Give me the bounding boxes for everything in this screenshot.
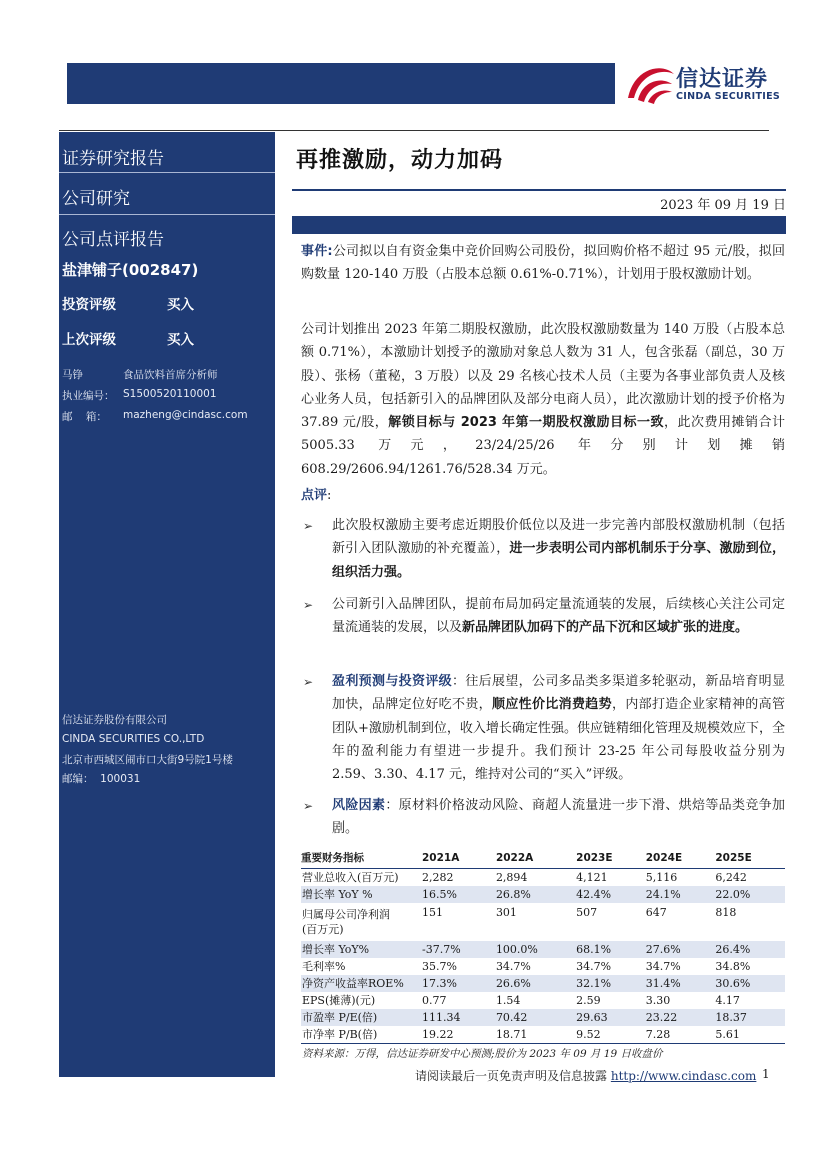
table-cell: 增长率 YoY% bbox=[301, 941, 422, 958]
table-cell: 26.4% bbox=[715, 941, 785, 958]
table-row bbox=[301, 1026, 785, 1044]
table-row bbox=[301, 869, 785, 887]
table-cell: 2,282 bbox=[422, 871, 454, 884]
cinda-logo-icon bbox=[624, 60, 676, 106]
table-row bbox=[301, 958, 785, 975]
row-label-line2: (百万元) bbox=[302, 923, 344, 936]
incentive-text-b: ，此次费用摊销合计 5005.33 万元，23/24/25/26 年分别计划摊销 608.29/2606.94/1261.76/528.34 万元。 bbox=[301, 415, 785, 477]
incentive-text-bold: 解锁目标与 2023 年第一期股权激励目标一致 bbox=[388, 415, 664, 431]
bullet-2-bold: 新品牌团队加码下的产品下沉和区域扩张的进度。 bbox=[462, 620, 749, 636]
table-cell: 18.71 bbox=[496, 1026, 576, 1044]
table-cell: 2.59 bbox=[576, 994, 601, 1007]
table-row bbox=[301, 903, 785, 941]
page-number: 1 bbox=[762, 1067, 770, 1081]
bullet-1-text: 此次股权激励主要考虑近期股价低位以及进一步完善内部股权激励机制（包括新引入团队激励的补充覆盖）， bbox=[332, 518, 785, 557]
table-row bbox=[301, 992, 785, 1009]
rating-label: 投资评级 bbox=[62, 297, 116, 313]
license-label: 执业编号： bbox=[62, 390, 115, 402]
data-source-note: 资料来源：万得，信达证券研发中心预测;股价为 2023 年 09 月 19 日收盘价 bbox=[302, 1048, 663, 1060]
table-cell: 818 bbox=[715, 906, 737, 919]
bullet-1-bold: 进一步表明公司内部机制乐于分享、激励到位，组织活力强。 bbox=[332, 541, 785, 580]
table-cell: 净资产收益率ROE% bbox=[301, 975, 422, 992]
page-title: 再推激励，动力加码 bbox=[296, 148, 504, 173]
table-header: 重要财务指标 bbox=[301, 849, 422, 869]
comment-label: 点评 bbox=[301, 488, 328, 503]
bullet-3-text-b: ，内部打造企业家精神的高管团队+激励机制到位，收入增长确定性强。供应链精细化管理及规模效应下，全年的盈利能力有望进一步提升。我们预计 23-25 年公司每股收益分别为 2.59、3.30、4.17 元，维持对公司的“买入”评级。 bbox=[332, 697, 785, 783]
table-cell: 0.77 bbox=[422, 994, 447, 1007]
table-cell: 68.1% bbox=[576, 941, 646, 958]
financial-table bbox=[301, 849, 785, 1044]
table-cell: 3.30 bbox=[645, 994, 671, 1007]
row-label-line1: 归属母公司净利润 bbox=[302, 908, 390, 921]
table-cell: 151 bbox=[422, 906, 443, 919]
table-cell: 100.0% bbox=[496, 941, 576, 958]
bullet-3-bold: 顺应性价比消费趋势 bbox=[491, 697, 612, 713]
bullet-4 bbox=[332, 794, 785, 841]
incentive-paragraph bbox=[301, 318, 785, 481]
report-type: 证券研究报告 bbox=[62, 149, 164, 169]
rating-value: 买入 bbox=[167, 297, 194, 313]
table-cell bbox=[301, 903, 422, 941]
analyst-title: 食品饮料首席分析师 bbox=[123, 369, 218, 381]
license-value: S1500520110001 bbox=[123, 388, 217, 400]
event-text: 公司拟以自有资金集中竞价回购公司股份，拟回购价格不超过 95 元/股，拟回购数量 120-140 万股（占股本总额 0.61%-0.71%），计划用于股权激励计划。 bbox=[301, 244, 786, 283]
table-cell: 34.8% bbox=[715, 960, 751, 973]
sidebar bbox=[59, 132, 275, 1077]
table-cell: -37.7% bbox=[422, 941, 496, 958]
table-header: 2021A bbox=[422, 849, 496, 869]
table-cell: 32.1% bbox=[576, 975, 646, 992]
table-cell: 27.6% bbox=[646, 941, 716, 958]
prev-rating-value: 买入 bbox=[167, 332, 194, 348]
table-row bbox=[301, 975, 785, 992]
table-header: 2024E bbox=[646, 849, 716, 869]
table-cell: 26.6% bbox=[496, 975, 576, 992]
table-cell: 70.42 bbox=[496, 1009, 576, 1026]
company-en: CINDA SECURITIES CO.,LTD bbox=[62, 733, 205, 745]
bullet-arrow-icon: ➢ bbox=[303, 519, 314, 533]
table-cell: 30.6% bbox=[715, 975, 785, 992]
stock-name: 盐津铺子(002847) bbox=[62, 261, 199, 279]
company-address: 北京市西城区闹市口大街9号院1号楼 bbox=[62, 754, 233, 766]
bullet-1 bbox=[332, 514, 785, 584]
table-cell: 市净率 P/B(倍) bbox=[301, 1026, 422, 1044]
table-cell: 5,116 bbox=[645, 871, 678, 884]
bullet-2 bbox=[332, 593, 785, 640]
event-label: 事件: bbox=[301, 244, 333, 259]
company-postcode: 邮编： 100031 bbox=[62, 773, 141, 785]
table-header-row bbox=[301, 849, 785, 869]
email-label: 邮 箱： bbox=[62, 411, 107, 423]
table-cell: 2,894 bbox=[495, 871, 528, 884]
table-cell: 7.28 bbox=[646, 1026, 716, 1044]
logo-text-cn: 信达证券 bbox=[676, 67, 769, 92]
table-row bbox=[301, 941, 785, 958]
table-row bbox=[301, 1009, 785, 1026]
table-cell: 毛利率% bbox=[302, 960, 346, 973]
sidebar-divider bbox=[59, 172, 275, 173]
bullet-arrow-icon: ➢ bbox=[303, 799, 314, 813]
bullet-arrow-icon: ➢ bbox=[303, 598, 314, 612]
table-row bbox=[301, 886, 785, 903]
blue-bar bbox=[292, 216, 786, 234]
analyst-name: 马铮 bbox=[62, 369, 83, 381]
report-date: 2023 年 09 月 19 日 bbox=[660, 198, 786, 213]
comment-heading bbox=[301, 484, 331, 503]
company-cn: 信达证券股份有限公司 bbox=[62, 714, 167, 726]
footer-text: 请阅读最后一页免责声明及信息披露 bbox=[415, 1069, 608, 1083]
email-value[interactable]: mazheng@cindasc.com bbox=[123, 409, 248, 421]
header-divider bbox=[59, 130, 769, 131]
table-cell: 111.34 bbox=[422, 1009, 496, 1026]
footer-disclaimer bbox=[415, 1067, 756, 1084]
bullet-3 bbox=[332, 670, 785, 786]
table-cell: 24.1% bbox=[646, 886, 716, 903]
bullet-4-text: ：原材料价格波动风险、商超人流量进一步下滑、烘焙等品类竞争加剧。 bbox=[332, 798, 785, 837]
table-cell: 35.7% bbox=[422, 960, 457, 973]
subcategory: 公司点评报告 bbox=[62, 230, 164, 250]
table-header: 2022A bbox=[496, 849, 576, 869]
table-cell: 5.61 bbox=[715, 1026, 785, 1044]
sidebar-divider bbox=[59, 214, 275, 215]
table-cell: 29.63 bbox=[576, 1009, 646, 1026]
table-cell: 647 bbox=[645, 906, 667, 919]
logo-text-en: CINDA SECURITIES bbox=[676, 91, 781, 102]
table-cell: 市盈率 P/E(倍) bbox=[301, 1009, 422, 1026]
table-cell: 19.22 bbox=[422, 1026, 496, 1044]
bullet-4-label: 风险因素 bbox=[332, 798, 386, 813]
prev-rating-label: 上次评级 bbox=[62, 332, 116, 348]
table-cell: 6,242 bbox=[715, 871, 747, 884]
comment-colon: : bbox=[327, 488, 332, 503]
table-cell: 34.7% bbox=[495, 960, 531, 973]
incentive-text-a: 公司计划推出 2023 年第二期股权激励，此次股权激励数量为 140 万股（占股本总额 0.71%），本激励计划授予的激励对象总人数为 31 人，包含张磊（副总，30 万股）、张杨（董秘，3 万股）以及 29 名核心技术人员（主要为各事业部负责人及核心业务人员，包括新引入的品牌团队及部分电商人员），此次激励计划的授予价格为 37.89 元/股， bbox=[301, 322, 785, 431]
table-cell: 18.37 bbox=[715, 1009, 785, 1026]
footer-link[interactable]: http://www.cindasc.com bbox=[610, 1069, 757, 1083]
bullet-arrow-icon: ➢ bbox=[303, 675, 314, 689]
table-cell: 4,121 bbox=[576, 871, 608, 884]
table-cell: 34.7% bbox=[576, 960, 612, 973]
table-cell: 16.5% bbox=[422, 886, 496, 903]
bullet-3-label: 盈利预测与投资评级 bbox=[332, 674, 452, 689]
table-cell: 42.4% bbox=[576, 886, 646, 903]
table-cell: 9.52 bbox=[576, 1026, 646, 1044]
table-cell: 4.17 bbox=[715, 994, 740, 1007]
bullet-2-text: 公司新引入品牌团队，提前布局加码定量流通装的发展，后续核心关注公司定量流通装的发展，以及 bbox=[332, 597, 785, 636]
table-cell: 26.8% bbox=[496, 886, 576, 903]
event-paragraph bbox=[301, 240, 785, 287]
table-cell: 营业总收入(百万元) bbox=[302, 871, 399, 884]
table-header: 2023E bbox=[576, 849, 646, 869]
category: 公司研究 bbox=[62, 189, 130, 209]
table-cell: 507 bbox=[576, 906, 598, 919]
table-header: 2025E bbox=[715, 849, 785, 869]
table-cell: 1.54 bbox=[495, 994, 521, 1007]
table-cell: 34.7% bbox=[645, 960, 681, 973]
table-cell: 22.0% bbox=[715, 886, 785, 903]
table-cell: 301 bbox=[495, 906, 517, 919]
title-divider bbox=[292, 189, 786, 191]
table-cell: EPS(摊薄)(元) bbox=[302, 994, 376, 1007]
bullet-3-text-a: ：往后展望，公司多品类多渠道多轮驱动，新品培育明显加快，品牌定位好吃不贵， bbox=[332, 674, 785, 713]
table-cell: 增长率 YoY % bbox=[301, 886, 422, 903]
table-cell: 31.4% bbox=[646, 975, 716, 992]
table-cell: 23.22 bbox=[646, 1009, 716, 1026]
table-cell: 17.3% bbox=[422, 975, 496, 992]
header-band bbox=[67, 63, 615, 104]
